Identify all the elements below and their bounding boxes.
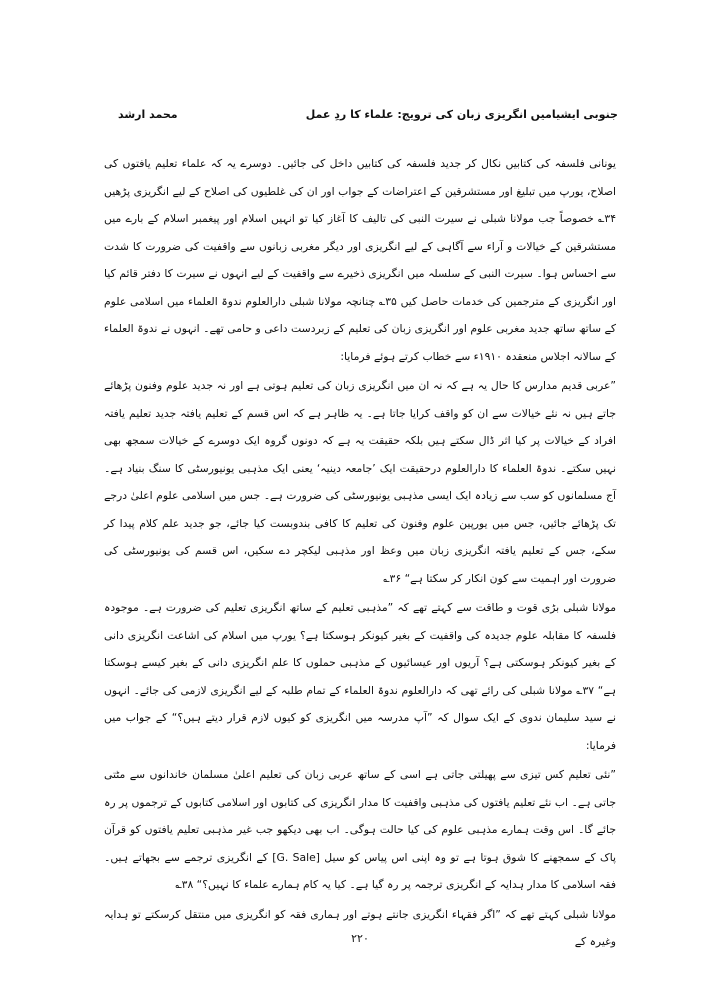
header-title: جنوبی ایشیامیں انگریزی زبان کی ترویج: علماء کا ردِ عمل xyxy=(305,108,618,121)
quotation-paragraph: ”عربی قدیم مدارس کا حال یہ ہے کہ نہ ان میں انگریزی زبان کی تعلیم ہوتی ہے اور نہ جدید علوم وفنون پڑھائے جاتے ہیں نہ نئے خیالات سے ان کو واقف کرایا جاتا ہے۔ یہ ظاہر ہے کہ اس قسم کے تعلیم یافتہ جدید تعلیم یافتہ افراد کے خیالات پر کیا اثر ڈال سکتے ہیں بلکہ حقیقت یہ ہے کہ دونوں گروہ ایک دوسرے کے خیالات سمجھ بھی نہیں سکتے۔ ندوۃ العلماء کا دارالعلوم درحقیقت ایک ’جامعہ دینیہ‘ یعنی ایک مذہبی یونیورسٹی کا سنگ بنیاد ہے۔ آج مسلمانوں کو سب سے زیادہ ایک ایسی مذہبی یونیورسٹی کی ضرورت ہے۔ جس میں اسلامی علوم اعلیٰ درجے تک پڑھائے جائیں، جس میں یورپین علوم وفنون کی تعلیم کا کافی بندوبست کیا جائے، جو جدید علم کلام پیدا کر سکے، جس کے تعلیم یافتہ انگریزی زبان میں وعظ اور مذہبی لیکچر دے سکیں، اس قسم کی یونیورسٹی کی ضرورت اور اہمیت سے کون انکار کر سکتا ہے“ ۳۶؎ xyxy=(104,379,616,585)
page-number: ۲۲۰ xyxy=(351,932,369,945)
quotation-paragraph: ”نئی تعلیم کس تیزی سے پھیلتی جاتی ہے اسی کے ساتھ عربی زبان کی تعلیم اعلیٰ مسلمان خاندانوں سے مٹتی جاتی ہے۔ اب نئے تعلیم یافتوں کی مذہبی واقفیت کا مدار انگریزی کی کتابوں اور اسلامی کتابوں کے ترجموں پر رہ جائے گا۔ اس وقت ہمارے مذہبی علوم کی کیا حالت ہوگی۔ اب بھی دیکھو جب غیر مذہبی تعلیم یافتوں کو قرآن پاک کے سمجھنے کا شوق ہوتا ہے تو وہ اپنی اس پیاس کو سیل [G. Sale] کے انگریزی ترجمے سے بجھاتے ہیں۔ فقہ اسلامی کا مدار ہدایہ کے انگریزی ترجمہ پر رہ گیا ہے۔ کیا یہ کام ہمارے علماء کا نہیں؟“ ۳۸؎ xyxy=(104,768,616,891)
paragraph: مولانا شبلی کہتے تھے کہ ”اگر فقہاء انگریزی جانتے ہوتے اور ہماری فقہ کو انگریزی میں منتقل کرسکتے تو ہدایہ وغیرہ کے xyxy=(104,907,616,948)
running-header xyxy=(118,108,618,128)
body-text xyxy=(104,150,616,958)
header-author: محمد ارشد xyxy=(118,108,178,121)
paragraph: مولانا شبلی بڑی قوت و طاقت سے کہتے تھے کہ ”مذہبی تعلیم کے ساتھ انگریزی تعلیم کی ضرورت ہے۔ موجودہ فلسفہ کا مقابلہ علوم جدیدہ کی واقفیت کے بغیر کیونکر ہوسکتا ہے؟ یورپ میں اسلام کی اشاعت انگریزی دانی کے بغیر کیونکر ہوسکتی ہے؟ آریوں اور عیسائیوں کے مذہبی حملوں کا علم انگریزی دانی کے بغیر کیسے ہوسکتا ہے“ ۳۷؎ مولانا شبلی کی رائے تھی کہ دارالعلوم ندوۃ العلماء کے تمام طلبہ کے لیے انگریزی لازمی کی جائے۔ انہوں نے سید سلیمان ندوی کے ایک سوال کہ ”آپ مدرسہ میں انگریزی کو کیوں لازم قرار دیتے ہیں؟“ کے جواب میں فرمایا: xyxy=(104,601,616,752)
paragraph: یونانی فلسفہ کی کتابیں نکال کر جدید فلسفہ کی کتابیں داخل کی جائیں۔ دوسرے یہ کہ علماء تعلیم یافتوں کی اصلاح، یورپ میں تبلیغ اور مستشرقین کے اعتراضات کے جواب اور ان کی غلطیوں کی اصلاح کے لیے انگریزی پڑھیں ۳۴؎ خصوصاً جب مولانا شبلی نے سیرت النبی کی تالیف کا آغاز کیا تو انہیں اسلام اور پیغمبر اسلام کے بارے میں مستشرقین کے خیالات و آراء سے آگاہی کے لیے انگریزی اور دیگر مغربی زبانوں سے واقفیت کی ضرورت کا شدت سے احساس ہوا۔ سیرت النبی کے سلسلہ میں انگریزی ذخیرے سے واقفیت کے لیے انہوں نے سیرت کا دفتر قائم کیا اور انگریزی کے مترجمین کی خدمات حاصل کیں ۳۵؎ چنانچہ مولانا شبلی دارالعلوم ندوۃ العلماء میں اسلامی علوم کے ساتھ ساتھ جدید مغربی علوم اور انگریزی زبان کی تعلیم کے زبردست داعی و حامی تھے۔ انہوں نے ندوۃ العلماء کے سالانہ اجلاس منعقدہ ۱۹۱۰ء سے خطاب کرتے ہوئے فرمایا: xyxy=(104,157,616,363)
